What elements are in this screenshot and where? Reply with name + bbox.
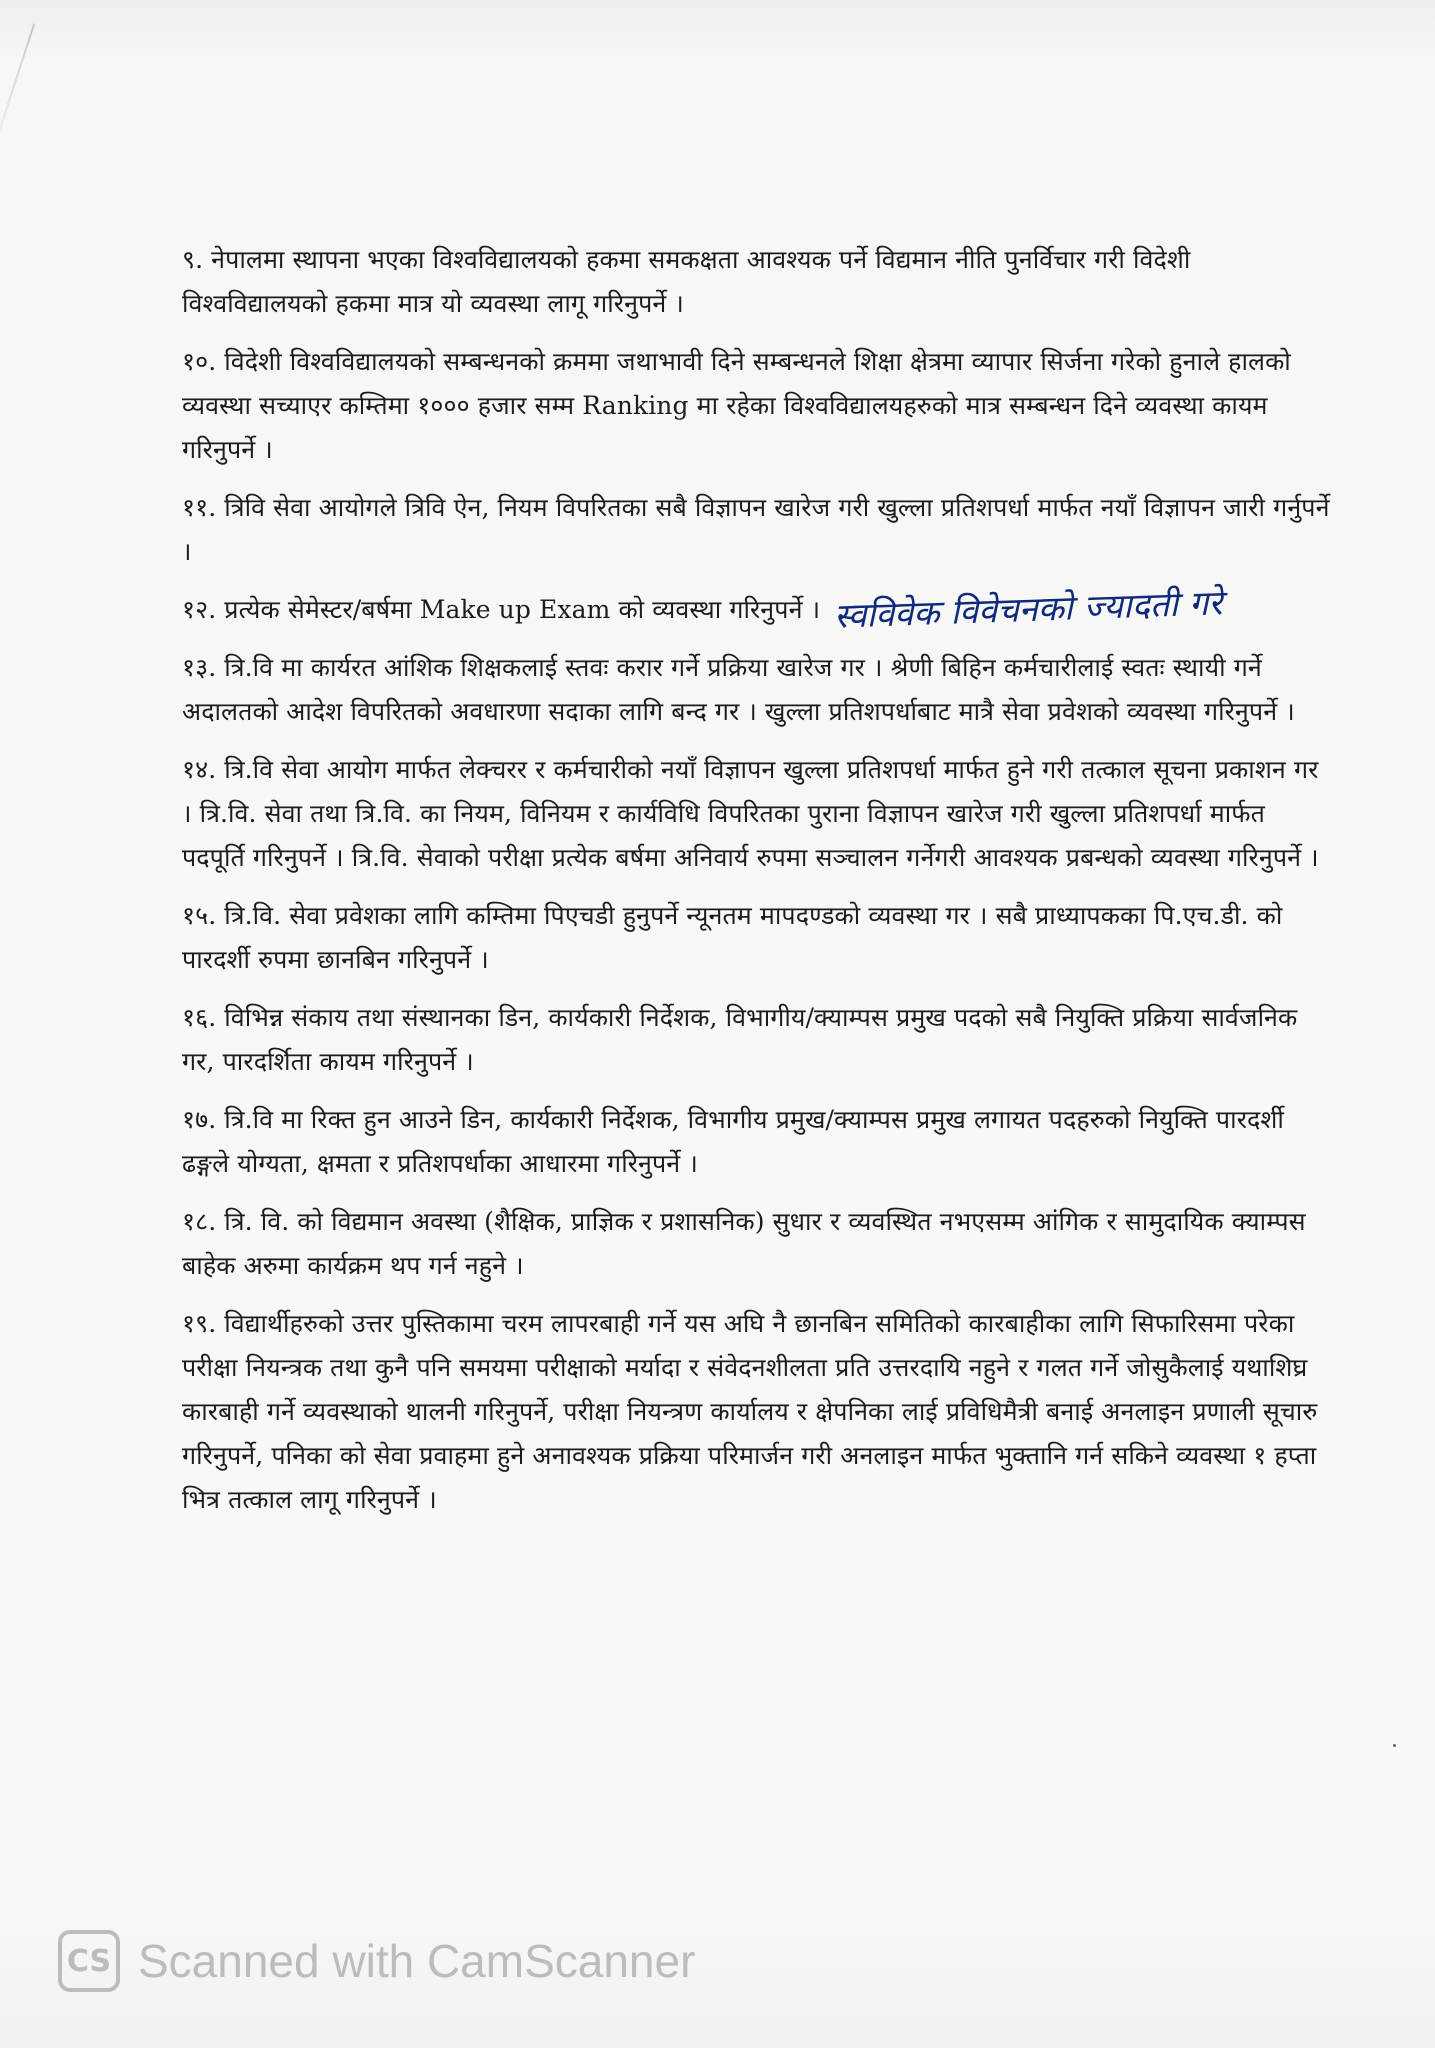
list-item — [182, 1200, 1332, 1288]
item-text: त्रि. वि. को विद्यमान अवस्था (शैक्षिक, प्राज्ञिक र प्रशासनिक) सुधार र व्यवस्थित नभएसम्म आंगिक र सामुदायिक क्याम्पस बाहेक अरुमा कार्यक्रम थप गर्न नहुने । — [182, 1207, 1306, 1280]
list-item — [182, 583, 1332, 637]
list-item — [182, 486, 1332, 574]
item-number: १८. — [182, 1207, 217, 1236]
item-text: त्रि.वि. सेवा प्रवेशका लागि कम्तिमा पिएचडी हुनुपर्ने न्यूनतम मापदण्डको व्यवस्था गर । सबै प्राध्यापकका पि.एच.डी. को पारदर्शी रुपमा छानबिन गरिनुपर्ने । — [182, 901, 1283, 974]
item-text: त्रि.वि सेवा आयोग मार्फत लेक्चरर र कर्मचारीको नयाँ विज्ञापन खुल्ला प्रतिशपर्धा मार्फत हुने गरी तत्काल सूचना प्रकाशन गर । त्रि.वि. सेवा तथा त्रि.वि. का नियम, विनियम र कार्यविधि विपरितका पुराना विज्ञापन खारेज गरी खुल्ला प्रतिशपर्धा मार्फत पदपूर्ति गरिनुपर्ने । त्रि.वि. सेवाको परीक्षा प्रत्येक बर्षमा अनिवार्य रुपमा सञ्चालन गर्नेगरी आवश्यक प्रबन्धको व्यवस्था गरिनुपर्ने । — [182, 755, 1319, 872]
list-item — [182, 894, 1332, 982]
item-number: १२. — [182, 595, 217, 624]
demands-list — [182, 238, 1332, 1536]
item-number: १७. — [182, 1105, 217, 1134]
stray-mark — [1393, 1744, 1396, 1747]
item-text: विद्यार्थीहरुको उत्तर पुस्तिकामा चरम लापरबाही गर्ने यस अघि नै छानबिन समितिको कारबाहीका लागि सिफारिसमा परेका परीक्षा नियन्त्रक तथा कुनै पनि समयमा परीक्षाको मर्यादा र संवेदनशीलता प्रति उत्तरदायि नहुने र गलत गर्ने जोसुकैलाई यथाशिघ्र कारबाही गर्ने व्यवस्थाको थालनी गरिनुपर्ने, परीक्षा नियन्त्रण कार्यालय र क्षेपनिका लाई प्रविधिमैत्री बनाई अनलाइन प्रणाली सूचारु गरिनुपर्ने, पनिका को सेवा प्रवाहमा हुने अनावश्यक प्रक्रिया परिमार्जन गरी अनलाइन मार्फत भुक्तानि गर्न सकिने व्यवस्था १ हप्ता भित्र तत्काल लागू गरिनुपर्ने । — [182, 1309, 1318, 1514]
item-text: विभिन्न संकाय तथा संस्थानका डिन, कार्यकारी निर्देशक, विभागीय/क्याम्पस प्रमुख पदको सबै नियुक्ति प्रक्रिया सार्वजनिक गर, पारदर्शिता कायम गरिनुपर्ने । — [182, 1003, 1298, 1076]
item-number: १०. — [182, 347, 217, 376]
item-number: ११. — [182, 493, 217, 522]
handwritten-note: स्वविवेक विवेचनको ज्यादती गरे — [833, 583, 1224, 637]
list-item — [182, 1098, 1332, 1186]
watermark-text: Scanned with CamScanner — [138, 1935, 696, 1987]
item-text: त्रिवि सेवा आयोगले त्रिवि ऐन, नियम विपरितका सबै विज्ञापन खारेज गरी खुल्ला प्रतिशपर्धा मार्फत नयाँ विज्ञापन जारी गर्नुपर्ने । — [182, 493, 1330, 566]
list-item — [182, 646, 1332, 734]
list-item — [182, 748, 1332, 880]
item-number: १४. — [182, 755, 217, 784]
page-crease — [0, 23, 35, 166]
scanner-watermark — [58, 1930, 695, 1992]
list-item — [182, 996, 1332, 1084]
list-item — [182, 1302, 1332, 1522]
item-text: त्रि.वि मा कार्यरत आंशिक शिक्षकलाई स्तवः करार गर्ने प्रक्रिया खारेज गर । श्रेणी बिहिन कर्मचारीलाई स्वतः स्थायी गर्ने अदालतको आदेश विपरितको अवधारणा सदाका लागि बन्द गर । खुल्ला प्रतिशपर्धाबाट मात्रै सेवा प्रवेशको व्यवस्था गरिनुपर्ने । — [182, 653, 1295, 726]
item-number: ९. — [182, 245, 204, 274]
list-item — [182, 340, 1332, 472]
item-text: त्रि.वि मा रिक्त हुन आउने डिन, कार्यकारी निर्देशक, विभागीय प्रमुख/क्याम्पस प्रमुख लगायत पदहरुको नियुक्ति पारदर्शी ढङ्गले योग्यता, क्षमता र प्रतिशपर्धाका आधारमा गरिनुपर्ने । — [182, 1105, 1284, 1178]
item-number: १३. — [182, 653, 217, 682]
item-text: प्रत्येक सेमेस्टर/बर्षमा Make up Exam को व्यवस्था गरिनुपर्ने । — [224, 595, 821, 624]
item-text: विदेशी विश्वविद्यालयको सम्बन्धनको क्रममा जथाभावी दिने सम्बन्धनले शिक्षा क्षेत्रमा व्यापार सिर्जना गरेको हुनाले हालको व्यवस्था सच्याएर कम्तिमा १००० हजार सम्म Ranking मा रहेका विश्वविद्यालयहरुको मात्र सम्बन्धन दिने व्यवस्था कायम गरिनुपर्ने । — [182, 347, 1291, 464]
camscanner-logo-icon: CS — [58, 1930, 120, 1992]
list-item — [182, 238, 1332, 326]
item-number: १५. — [182, 901, 217, 930]
item-text: नेपालमा स्थापना भएका विश्वविद्यालयको हकमा समकक्षता आवश्यक पर्ने विद्यमान नीति पुनर्विचार गरी विदेशी विश्वविद्यालयको हकमा मात्र यो व्यवस्था लागू गरिनुपर्ने । — [182, 245, 1191, 318]
item-number: १९. — [182, 1309, 217, 1338]
item-number: १६. — [182, 1003, 217, 1032]
